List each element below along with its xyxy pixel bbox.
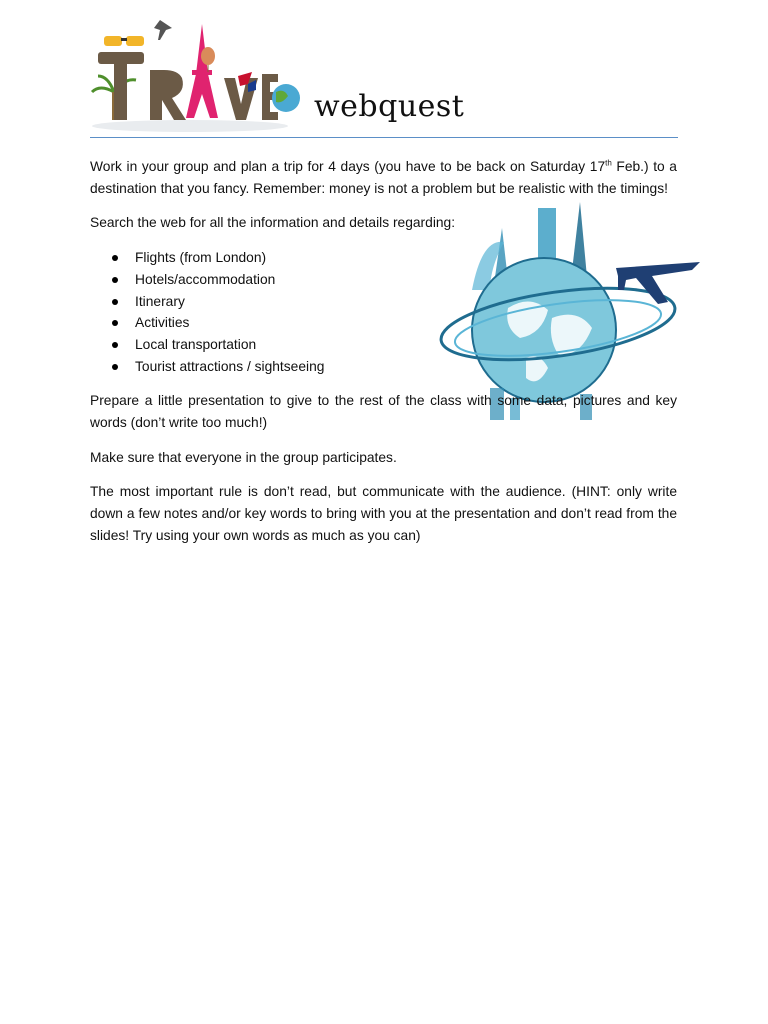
list-item — [90, 334, 410, 356]
intro-paragraph — [90, 156, 677, 199]
bullet-dot-icon — [112, 299, 118, 305]
instructions-content — [90, 156, 677, 560]
page-subtitle: webquest — [314, 89, 465, 124]
list-item — [90, 312, 410, 334]
list-item-text: Local transportation — [135, 336, 257, 352]
intro-superscript: th — [605, 158, 612, 168]
search-paragraph: Search the web for all the information and details regarding: — [90, 215, 456, 231]
list-item-text: Hotels/accommodation — [135, 271, 276, 287]
list-item-text: Tourist attractions / sightseeing — [135, 358, 325, 374]
research-topics-list — [90, 247, 410, 377]
list-item-text: Itinerary — [135, 293, 185, 309]
bullet-dot-icon — [112, 364, 118, 370]
list-item — [90, 356, 410, 378]
list-item — [90, 291, 410, 313]
travel-logo-icon — [90, 14, 305, 138]
header-divider — [90, 137, 678, 138]
participation-paragraph: Make sure that everyone in the group participates. — [90, 449, 397, 465]
presentation-paragraph: Prepare a little presentation to give to the rest of the class with some data, pictures and key words (don’t write too much!) — [90, 393, 677, 431]
bullet-dot-icon — [112, 255, 118, 261]
intro-text-after-sup: Feb.) to a destination that you fancy. Remember: money is not a problem but be realistic with the timings! — [90, 159, 677, 196]
header — [90, 14, 678, 138]
list-item-text: Activities — [135, 315, 190, 331]
list-item — [90, 247, 410, 269]
list-item-text: Flights (from London) — [135, 250, 267, 266]
intro-text-before-sup: Work in your group and plan a trip for 4 days (you have to be back on Saturday 17 — [90, 159, 606, 174]
bullet-dot-icon — [112, 320, 118, 326]
bullet-dot-icon — [112, 342, 118, 348]
rule-paragraph: The most important rule is don’t read, but communicate with the audience. (HINT: only write down a few notes and/or key words to bring with you at the presentation and don’t read from the slides! Try using your own words as much as you can) — [90, 484, 677, 543]
bullet-dot-icon — [112, 277, 118, 283]
list-item — [90, 269, 410, 291]
